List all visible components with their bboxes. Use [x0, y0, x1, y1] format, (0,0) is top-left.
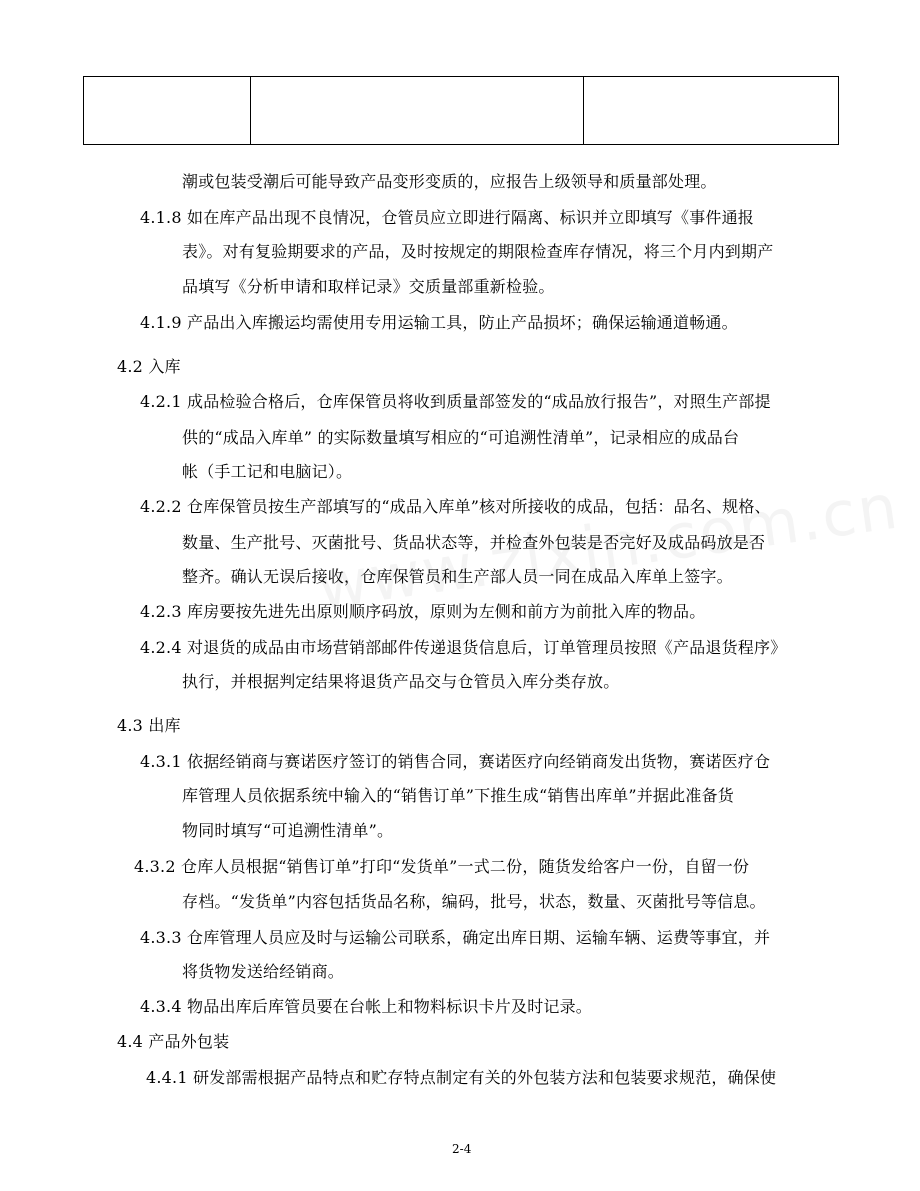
clause-4-2-1: 4.2.1 成品检验合格后，仓库保管员将收到质量部签发的“成品放行报告”，对照生产部提 [140, 392, 771, 411]
table-cell [84, 77, 251, 145]
clause-4-3-1: 4.3.1 依据经销商与赛诺医疗签订的销售合同，赛诺医疗向经销商发出货物，赛诺医疗仓 [140, 752, 771, 771]
clause-4-2-3: 4.2.3 库房要按先进先出原则顺序码放，原则为左侧和前方为前批入库的物品。 [140, 602, 706, 621]
clause-4-2-4: 4.2.4 对退货的成品由市场营销部邮件传递退货信息后，订单管理员按照《产品退货程序》 [140, 638, 787, 657]
body-line: 品填写《分析申请和取样记录》交质量部重新检验。 [182, 277, 555, 296]
page-number: 2-4 [452, 1142, 472, 1156]
clause-4-1-9: 4.1.9 产品出入库搬运均需使用专用运输工具，防止产品损坏；确保运输通道畅通。 [140, 313, 738, 332]
section-heading-4-2: 4.2 入库 [117, 357, 181, 376]
table-cell [251, 77, 584, 145]
body-line: 物同时填写“可追溯性清单”。 [182, 821, 394, 840]
clause-4-4-1: 4.4.1 研发部需根据产品特点和贮存特点制定有关的外包装方法和包装要求规范，确保使 [146, 1068, 777, 1087]
table-row [84, 77, 839, 145]
header-table [83, 76, 839, 145]
section-heading-4-3: 4.3 出库 [117, 716, 181, 735]
body-line: 存档。“发货单”内容包括货品名称，编码，批号，状态，数量、灭菌批号等信息。 [182, 892, 766, 911]
body-line: 帐（手工记和电脑记）。 [182, 462, 353, 481]
table-cell [584, 77, 839, 145]
clause-4-3-2: 4.3.2 仓库人员根据“销售订单”打印“发货单”一式二份，随货发给客户一份，自留一份 [134, 857, 750, 876]
clause-4-1-8: 4.1.8 如在库产品出现不良情况，仓管员应立即进行隔离、标识并立即填写《事件通报 [140, 208, 754, 227]
body-line: 供的“成品入库单” 的实际数量填写相应的“可追溯性清单”，记录相应的成品台 [182, 428, 740, 447]
clause-4-3-3: 4.3.3 仓库管理人员应及时与运输公司联系，确定出库日期、运输车辆、运费等事宜，并 [140, 928, 771, 947]
body-line: 数量、生产批号、灭菌批号、货品状态等，并检查外包装是否完好及成品码放是否 [182, 533, 766, 552]
body-line: 潮或包装受潮后可能导致产品变形变质的，应报告上级领导和质量部处理。 [182, 172, 717, 191]
body-line: 库管理人员依据系统中输入的“销售订单”下推生成“销售出库单”并据此准备货 [182, 786, 734, 805]
body-line: 整齐。确认无误后接收，仓库保管员和生产部人员一同在成品入库单上签字。 [182, 567, 733, 586]
body-line: 表》。对有复验期要求的产品，及时按规定的期限检查库存情况，将三个月内到期产 [182, 242, 774, 261]
body-line: 执行，并根据判定结果将退货产品交与仓管员入库分类存放。 [182, 672, 620, 691]
clause-4-3-4: 4.3.4 物品出库后库管员要在台帐上和物料标识卡片及时记录。 [140, 997, 592, 1016]
body-line: 将货物发送给经销商。 [182, 962, 345, 981]
clause-4-2-2: 4.2.2 仓库保管员按生产部填写的“成品入库单”核对所接收的成品，包括：品名、规格、 [140, 497, 771, 516]
section-heading-4-4: 4.4 产品外包装 [117, 1032, 230, 1051]
